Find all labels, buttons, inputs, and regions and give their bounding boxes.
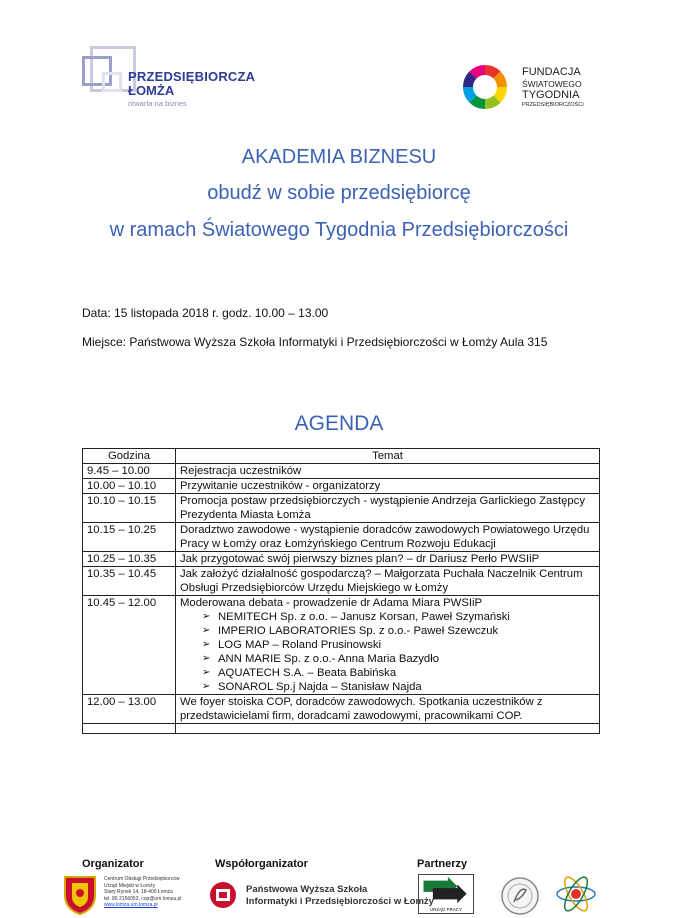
list-item: ➢ IMPERIO LABORATORIES Sp. z o.o.- Paweł Szewczuk bbox=[202, 625, 499, 637]
fundacja-line4: PRZEDSIĘBIORCZOŚCI bbox=[522, 102, 584, 108]
fundacja-line3: TYGODNIA bbox=[522, 89, 580, 101]
row-topic: Promocja postaw przedsiębiorczych - wystąpienie Andrzeja Garlickiego Zastępcy Prezydenta Miasta Łomża bbox=[176, 494, 600, 523]
row-topic: Jak założyć działalność gospodarczą? – Małgorzata Puchała Naczelnik Centrum Obsługi Przedsiębiorców Urzędu Miejskiego w Łomży bbox=[176, 567, 600, 596]
list-item: ➢ NEMITECH Sp. z o.o. – Janusz Korsan, Paweł Szymański bbox=[202, 611, 510, 623]
partner-seal-icon bbox=[500, 876, 540, 916]
fundacja-logo bbox=[460, 62, 610, 114]
organizer-address: Centrum Obsługi Przedsiębiorców Urząd Miejski w Łomży Stary Rynek 14, 18-400 Łomża tel. 86 2156052, cop@um.lomza.pl www.lomza.um.lomza.pl bbox=[104, 876, 182, 908]
row-topic: Jak przygotować swój pierwszy biznes plan? – dr Dariusz Perło PWSIiP bbox=[176, 552, 600, 567]
row-time: 10.45 – 12.00 bbox=[83, 596, 176, 695]
table-row bbox=[83, 596, 600, 695]
list-item: ➢ ANN MARIE Sp. z o.o.- Anna Maria Bazydło bbox=[202, 653, 440, 665]
partner1-label: URZĄD PRACY bbox=[429, 907, 463, 912]
event-date: Data: 15 listopada 2018 r. godz. 10.00 – 13.00 bbox=[82, 306, 329, 320]
pwsip-logo-icon bbox=[208, 880, 238, 914]
fundacja-line2: ŚWIATOWEGO bbox=[522, 79, 582, 89]
arrow-bullet-icon: ➢ bbox=[202, 653, 211, 664]
panelist-list bbox=[180, 610, 595, 694]
table-row bbox=[83, 494, 600, 523]
event-place: Miejsce: Państwowa Wyższa Szkoła Informatyki i Przedsiębiorczości w Łomży Aula 315 bbox=[82, 335, 548, 349]
urzad-pracy-logo bbox=[418, 874, 474, 914]
logo-line1: PRZEDSIĘBIORCZA bbox=[128, 69, 256, 84]
row-time: 10.25 – 10.35 bbox=[83, 552, 176, 567]
document-subtitle: obudź w sobie przedsiębiorcę bbox=[207, 182, 471, 204]
debate-title: Moderowana debata - prowadzenie dr Adama Miara PWSIiP bbox=[180, 597, 483, 609]
table-row bbox=[83, 464, 600, 479]
row-time: 10.10 – 10.15 bbox=[83, 494, 176, 523]
logo-line2: ŁOMŻA bbox=[128, 83, 175, 98]
arrow-bullet-icon: ➢ bbox=[202, 611, 211, 622]
arrows-logo-icon bbox=[419, 875, 473, 905]
table-row bbox=[83, 567, 600, 596]
logo-square-icon bbox=[102, 72, 122, 92]
arrow-bullet-icon: ➢ bbox=[202, 625, 211, 636]
atom-partner-icon bbox=[554, 872, 598, 916]
row-time: 12.00 – 13.00 bbox=[83, 695, 176, 724]
coorganizer-name-line2: Informatyki i Przedsiębiorczości w Łomży bbox=[246, 896, 434, 907]
row-time: 10.00 – 10.10 bbox=[83, 479, 176, 494]
arrow-bullet-icon: ➢ bbox=[202, 667, 211, 678]
arrow-bullet-icon: ➢ bbox=[202, 681, 211, 692]
column-header-topic: Temat bbox=[176, 449, 600, 464]
row-time: 10.15 – 10.25 bbox=[83, 523, 176, 552]
table-row-empty bbox=[83, 724, 600, 734]
table-row bbox=[83, 479, 600, 494]
color-wheel-icon bbox=[460, 62, 510, 112]
row-time: 10.35 – 10.45 bbox=[83, 567, 176, 596]
lomza-crest-icon bbox=[62, 873, 98, 915]
fundacja-line1: FUNDACJA bbox=[522, 66, 581, 78]
table-header-row bbox=[83, 449, 600, 464]
coorganizer-label: Współorganizator bbox=[215, 858, 308, 870]
list-item: ➢ AQUATECH S.A. – Beata Babińska bbox=[202, 667, 397, 679]
row-topic: Przywitanie uczestników - organizatorzy bbox=[176, 479, 600, 494]
list-item: ➢ LOG MAP – Roland Prusinowski bbox=[202, 639, 382, 651]
row-topic: We foyer stoiska COP, doradców zawodowych. Spotkania uczestników z przedstawicielami firm, doradcami zawodowymi, pracownikami COP. bbox=[176, 695, 600, 724]
arrow-bullet-icon: ➢ bbox=[202, 639, 211, 650]
coorganizer-name-line1: Państwowa Wyższa Szkoła bbox=[246, 884, 368, 895]
row-time: 9.45 – 10.00 bbox=[83, 464, 176, 479]
organizer-label: Organizator bbox=[82, 858, 144, 870]
przedsiebiorcza-lomza-logo bbox=[82, 42, 256, 112]
list-item: ➢ SONAROL Sp.j Najda – Stanisław Najda bbox=[202, 681, 422, 693]
row-topic bbox=[176, 596, 600, 695]
table-row bbox=[83, 552, 600, 567]
organizer-website-link[interactable]: www.lomza.um.lomza.pl bbox=[104, 902, 158, 908]
row-topic: Rejestracja uczestników bbox=[176, 464, 600, 479]
agenda-table bbox=[82, 448, 600, 734]
row-topic: Doradztwo zawodowe - wystąpienie doradców zawodowych Powiatowego Urzędu Pracy w Łomży oraz Łomżyńskiego Centrum Rozwoju Edukacji bbox=[176, 523, 600, 552]
agenda-heading: AGENDA bbox=[294, 412, 384, 435]
partners-label: Partnerzy bbox=[417, 858, 468, 870]
logo-tagline: otwarta na biznes bbox=[128, 99, 187, 108]
document-title: AKADEMIA BIZNESU bbox=[241, 146, 437, 168]
table-row bbox=[83, 695, 600, 724]
column-header-time: Godzina bbox=[83, 449, 176, 464]
document-subtitle-2: w ramach Światowego Tygodnia Przedsiębiorczości bbox=[109, 219, 569, 241]
table-row bbox=[83, 523, 600, 552]
